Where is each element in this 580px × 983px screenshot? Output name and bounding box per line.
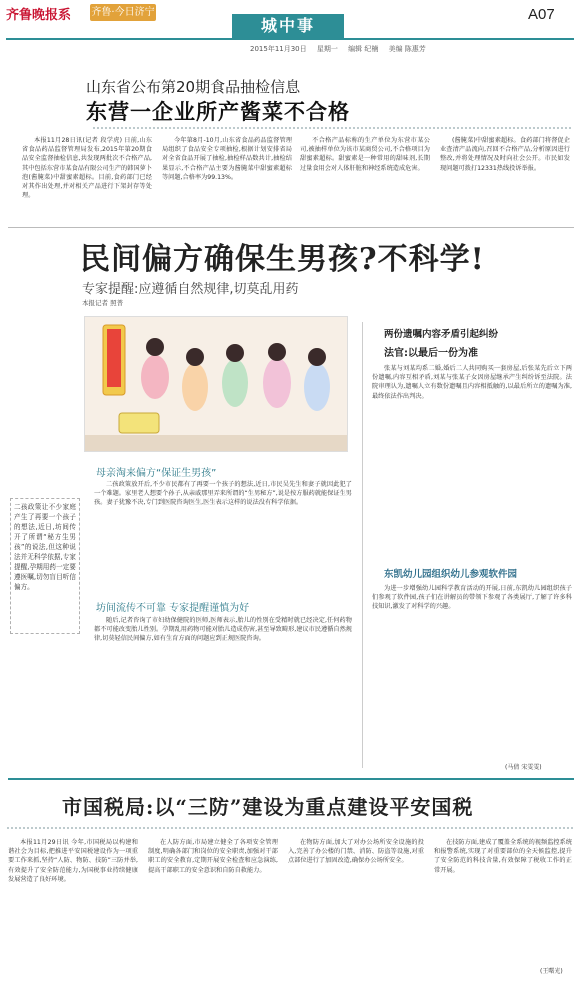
story3-top-rule <box>8 778 574 780</box>
page-number: A07 <box>528 6 555 23</box>
section-title: 城中事 <box>232 14 344 38</box>
story1-column-2: 今年第8月-10月,山东省食品药品监督管理局组织了食品安全专项抽检,根据计划安排省局对全省食品开展了抽检,抽检样品数共计,抽检结果显示,不合格产品主要为酱腌菜中甜蜜素超标等问题,合格率为99.13%。 <box>162 137 292 181</box>
story2-subhead-1: 母亲淘来偏方“保证生男孩” <box>96 468 217 479</box>
header-divider <box>6 38 574 40</box>
story2-body-2: 随后,记者咨询了市妇幼保健院的医师,医师表示,胎儿的性别在受精时就已经决定,任何药物都不可能改变胎儿性别。孕期乱用药物可能对胎儿造成伤害,甚至导致畸形,建议市民遵循自然规律,切莫轻信民间偏方,如有生育方面的问题应到正规医院咨询。 <box>94 617 352 643</box>
story1-kicker: 山东省公布第20期食品抽检信息 <box>86 78 301 96</box>
story3-author: (王曙光) <box>540 968 563 975</box>
story3-headline: 市国税局:以“三防”建设为重点建设平安国税 <box>62 795 474 819</box>
issue-info <box>250 44 434 54</box>
edition-ribbon: 齐鲁·今日济宁 <box>90 4 156 21</box>
story-illustration-photo <box>84 316 348 452</box>
sidebar-body-2: 为进一步增强幼儿园科学教育活动的开展,日前,东凯幼儿园组织孩子们参观了软件园,孩子们在讲解员的带领下参观了各类展厅,了解了许多科技知识,激发了对科学的兴趣。 <box>372 585 572 611</box>
dotted-divider <box>92 126 572 131</box>
issue-date: 2015年11月30日 <box>250 45 307 53</box>
pregnant-women-illustration <box>85 317 347 451</box>
dotted-divider-2 <box>6 826 574 831</box>
sidebar-body-1: 张某与刘某均系二婚,婚后二人共同购买一套房屋,后张某先后立下两份遗嘱,内容互相矛盾,刘某与张某子女因房屋继承产生纠纷诉至法院。法院审理认为,遗嘱人立有数份遗嘱且内容相抵触的,以最后所立的遗嘱为准,最终依法作出判决。 <box>372 365 572 400</box>
paper-logo: 齐鲁晚报系 <box>6 8 72 23</box>
story2-headline: 民间偏方确保生男孩?不科学! <box>80 242 485 277</box>
sidebar-subheadline: 法官:以最后一份为准 <box>384 348 478 359</box>
sidebar-headline-2: 东凯幼儿园组织幼儿参观软件园 <box>384 569 518 580</box>
story1-headline: 东营一企业所产酱菜不合格 <box>86 99 350 124</box>
issue-weekday: 星期一 <box>316 45 338 53</box>
story3-column-4: 在技防方面,建成了覆盖全系统的视频监控系统和报警系统,实现了对重要部位的全天候监控,提升了安全防范的科技含量,有效保障了税收工作的正常开展。 <box>434 839 572 874</box>
story2-subhead-2: 坊间流传不可靠 专家提醒谨慎为好 <box>96 603 250 614</box>
story1-column-1: 本报11月28日讯(记者 段学虎) 日前,山东省食品药品监督管理局发布,2015年第20期食品安全监督抽检信息,共发现两批次不合格产品,其中包括东营市某食品有限公司生产的韩国萝卜泡(酱腌菜)中甜蜜素超标。目前,食药部门已经对其作出处理,并对相关产品进行下架封存等处理。 <box>22 137 152 200</box>
sidebar-headline: 两份遗嘱内容矛盾引起纠纷 <box>384 329 499 340</box>
story2-body-1: 二孩政策放开后,不少市民都有了再要一个孩子的想法,近日,市民吴先生和妻子就因此犯了一个难题。家里老人想要个孙子,从亲戚那里弄来所谓的“生男秘方”,说是按方服药就能保证生男孩。妻子犹豫不决,专门到医院咨询医生,医生表示这样的说法没有科学依据。 <box>94 481 352 507</box>
story1-column-3: 不合格产品标称的生产单位为东营市某公司,被抽样单位为该市某商贸公司,不合格项目为甜蜜素超标。甜蜜素是一种常用的甜味剂,长期过量食用会对人体肝脏和神经系统造成危害。 <box>300 137 430 172</box>
sidebar-author: (马倩 宋雯雯) <box>505 764 542 771</box>
story2-byline: 本报记者 照普 <box>82 299 124 307</box>
story1-column-4: (酱腌菜)中甜蜜素超标。食药部门将督促企业查清产品流向,召回不合格产品,分析原因进行整改,并将处理情况及时向社会公开。市民如发现问题可拨打12331热线投诉举报。 <box>440 137 570 172</box>
story2-deck: 专家提醒:应遵循自然规律,切莫乱用药 <box>82 282 299 297</box>
issue-editor: 编辑 纪楠 <box>348 45 379 53</box>
story1-bottom-rule <box>8 227 574 228</box>
story3-column-1: 本报11月29日讯 今年,市国税局以构建和谐社会为目标,把推进平安国税建设作为一项重要工作来抓,坚持“人防、物防、技防”三防并举,有效提升了安全防范能力,为国税事业持续健康发展营造了良好环境。 <box>8 839 138 883</box>
story3-column-2: 在人防方面,市局建立健全了各项安全管理制度,明确各部门和岗位的安全职责,加强对干部职工的安全教育,定期开展安全检查和应急演练,提高干部职工的安全意识和自防自救能力。 <box>148 839 278 874</box>
boxed-note: 二孩政策让不少家庭产生了再要一个孩子的想法,近日,坊间传开了所谓“秘方生男孩”的说法,但这种说法并无科学依据,专家提醒,孕期用药一定要遵医嘱,切勿盲目听信偏方。 <box>14 503 76 591</box>
issue-designer: 美编 陈惠芳 <box>388 45 426 53</box>
story3-column-3: 在物防方面,加大了对办公场所安全设施的投入,完善了办公楼的门禁、消防、防盗等设施,对重点部位进行了加固改造,确保办公场所安全。 <box>288 839 424 865</box>
sidebar-divider <box>362 322 363 768</box>
